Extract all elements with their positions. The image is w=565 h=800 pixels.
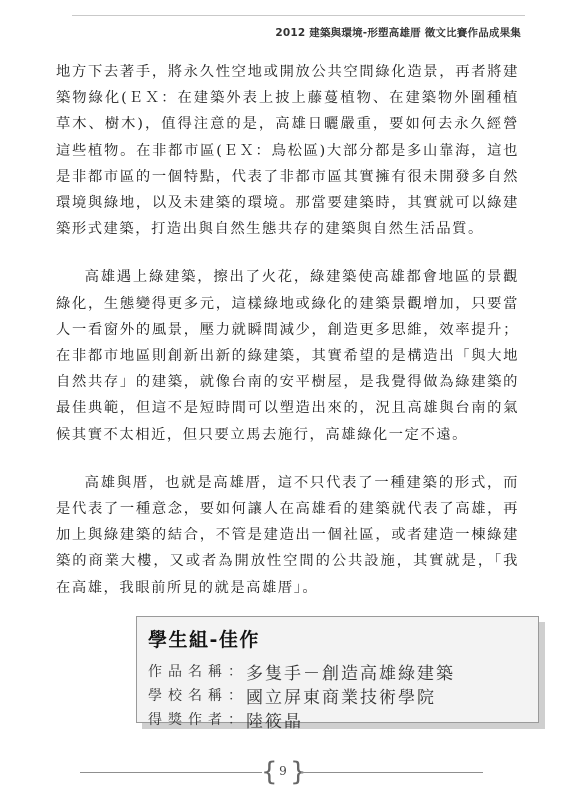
award-title: 學生組-佳作	[148, 629, 260, 651]
footer-rule-right	[301, 772, 483, 773]
award-row-work-title	[148, 659, 538, 683]
running-header: 2012 建築與環境-形塑高雄厝 徵文比賽作品成果集	[275, 27, 521, 39]
award-row-author	[148, 707, 538, 731]
award-label: 作品名稱：	[148, 664, 248, 680]
award-value: 多隻手－創造高雄綠建築	[246, 663, 455, 684]
paragraph: 高雄與厝，也就是高雄厝，這不只代表了一種建築的形式，而是代表了一種意念，要如何讓人在高雄看的建築就代表了高雄，再加上與綠建築的結合，不管是建造出一個社區，或者建造一棟綠建築的商業大樓，又或者為開放性空間的公共設施，其實就是，「我在高雄，我眼前所見的就是高雄厝」。	[56, 474, 519, 596]
paragraph: 地方下去著手，將永久性空地或開放公共空間綠化造景，再者將建築物綠化(ＥＸ：在建築外表上披上藤蔓植物、在建築物外圍種植草木、樹木)，值得注意的是，高雄日曬嚴重，要如何去永久經營這些植物。在非都市區(ＥＸ：鳥松區)大部分都是多山靠海，這也是非都市區的一個特點，代表了非都市區其實擁有很未開發多自然環境與綠地，以及未建築的環境。那當要建築時，其實就可以綠建築形式建築，打造出與自然生態共存的建築與自然生活品質。	[56, 64, 519, 238]
award-value: 陸筱晶	[246, 711, 303, 732]
article-body	[56, 59, 519, 623]
page-bracket-right: }	[290, 757, 307, 787]
award-value: 國立屏東商業技術學院	[246, 687, 436, 708]
footer-rule-left	[80, 772, 262, 773]
award-row-school	[148, 683, 538, 707]
page-bracket-left: {	[261, 757, 278, 787]
header-rule	[72, 15, 525, 16]
page-number: 9	[279, 764, 287, 778]
award-label: 得獎作者：	[148, 712, 248, 728]
paragraph: 高雄遇上綠建築，擦出了火花，綠建築使高雄都會地區的景觀綠化，生態變得更多元，這樣綠地或綠化的建築景觀增加，只要當人一看窗外的風景，壓力就瞬間減少，創造更多思維，效率提升；在非都市地區則創新出新的綠建築，其實希望的是構造出「與大地自然共存」的建築，就像台南的安平樹屋，是我覺得做為綠建築的最佳典範，但這不是短時間可以塑造出來的，況且高雄與台南的氣候其實不太相近，但只要立馬去施行，高雄綠化一定不遠。	[56, 269, 519, 443]
award-label: 學校名稱：	[148, 688, 248, 704]
award-box	[136, 616, 539, 732]
